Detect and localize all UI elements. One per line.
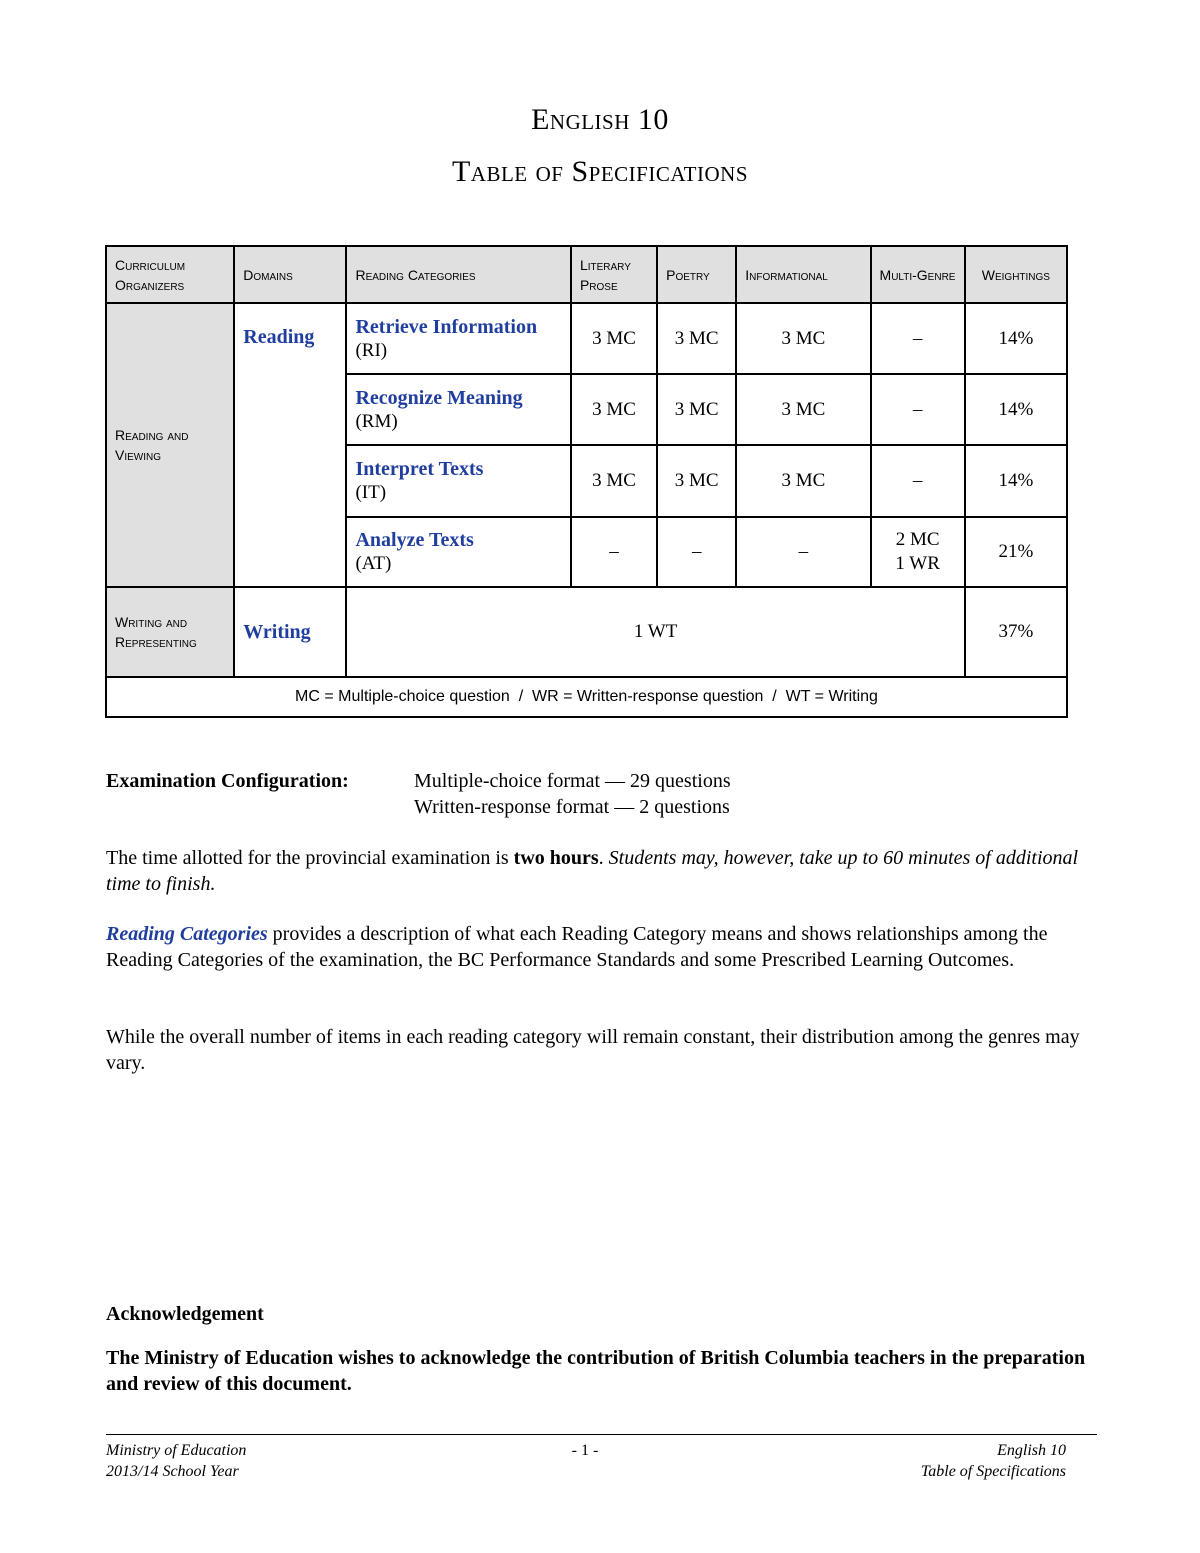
category-name: Interpret Texts [355,458,484,480]
time-pre: The time allotted for the provincial examination is [106,847,514,869]
value-literary: 3 MC [571,374,657,445]
exam-configuration [106,768,731,820]
value-informational: 3 MC [736,374,870,445]
header-weightings: Weightings [965,246,1067,303]
footer-left-line2: 2013/14 School Year [106,1463,239,1480]
domain-writing-label: Writing [243,620,311,643]
value-poetry: 3 MC [657,303,736,374]
value-informational: 3 MC [736,303,870,374]
specifications-table [105,245,1068,718]
domain-reading [234,303,346,587]
header-reading-categories: Reading Categories [346,246,570,303]
header-multi-genre: Multi-Genre [871,246,965,303]
organizer-writing-representing: Writing and Representing [106,587,234,677]
domain-writing [234,587,346,677]
table-legend: MC = Multiple-choice question / WR = Written-response question / WT = Writing [106,677,1067,717]
footer-right-line2: Table of Specifications [920,1463,1066,1480]
footer-divider [106,1434,1097,1435]
value-weighting: 14% [965,374,1067,445]
categories-paragraph [106,921,1106,973]
value-multi-genre: – [871,303,965,374]
value-informational: – [736,517,870,587]
category-cell [346,303,570,374]
acknowledgement-body: The Ministry of Education wishes to acknowledge the contribution of British Columbia teachers in the preparation and review of this document. [106,1347,1086,1395]
value-informational: 3 MC [736,445,870,517]
acknowledgement-heading: Acknowledgement [106,1303,264,1325]
value-literary: 3 MC [571,445,657,517]
category-name: Retrieve Information [355,315,538,338]
table-legend-row [106,677,1067,717]
value-multi-genre: – [871,374,965,445]
table-row [106,303,1067,374]
value-weighting: 21% [965,517,1067,587]
value-weighting: 14% [965,303,1067,374]
multi-genre-line2: 1 WR [895,553,940,574]
category-abbr: (RM) [355,410,398,432]
time-post: . [598,847,609,869]
category-cell [346,517,570,587]
page-title: English 10 [531,103,669,136]
header-informational: Informational [736,246,870,303]
category-cell [346,445,570,517]
writing-weighting: 37% [965,587,1067,677]
time-italic: Students may, however, take up to 60 minutes of additional time to finish. [106,847,1079,895]
distribution-paragraph: While the overall number of items in each reading category will remain constant, their distribution among the genres may vary. [106,1026,1080,1074]
table-header-row [106,246,1067,303]
value-literary: 3 MC [571,303,657,374]
value-weighting: 14% [965,445,1067,517]
reading-categories-link[interactable]: Reading Categories [106,923,268,945]
value-multi-genre: – [871,445,965,517]
header-literary-prose: Literary Prose [571,246,657,303]
footer-left-line1: Ministry of Education [106,1442,247,1459]
value-poetry: 3 MC [657,445,736,517]
category-cell [346,374,570,445]
config-label: Examination Configuration: [106,770,349,792]
value-multi-genre [871,517,965,587]
page-subtitle: Table of Specifications [451,155,749,188]
header-poetry: Poetry [657,246,736,303]
value-literary: – [571,517,657,587]
category-name: Analyze Texts [355,529,474,551]
config-line1: Multiple-choice format — 29 questions [414,770,731,792]
table-row [106,587,1067,677]
category-abbr: (IT) [355,482,387,503]
writing-value: 1 WT [346,587,964,677]
footer-right [921,1440,1066,1482]
categories-text: provides a description of what each Reading Category means and shows relationships among the Reading Categories of the examination, the BC Performance Standards and some Prescribed Learning Outcomes. [106,923,1048,971]
value-poetry: 3 MC [657,374,736,445]
multi-genre-line1: 2 MC [895,529,940,550]
category-abbr: (RI) [355,339,388,361]
config-line2: Written-response format — 2 questions [414,796,730,818]
domain-reading-label: Reading [243,326,315,348]
value-poetry: – [657,517,736,587]
category-abbr: (AT) [355,553,392,574]
organizer-reading-viewing: Reading and Viewing [106,303,234,587]
header-domains: Domains [234,246,346,303]
category-name: Recognize Meaning [355,386,523,409]
time-paragraph [106,845,1106,897]
time-bold: two hours [513,847,599,869]
page-number: - 1 - [571,1442,599,1459]
header-organizers: Curriculum Organizers [106,246,234,303]
footer-right-line1: English 10 [997,1442,1066,1459]
